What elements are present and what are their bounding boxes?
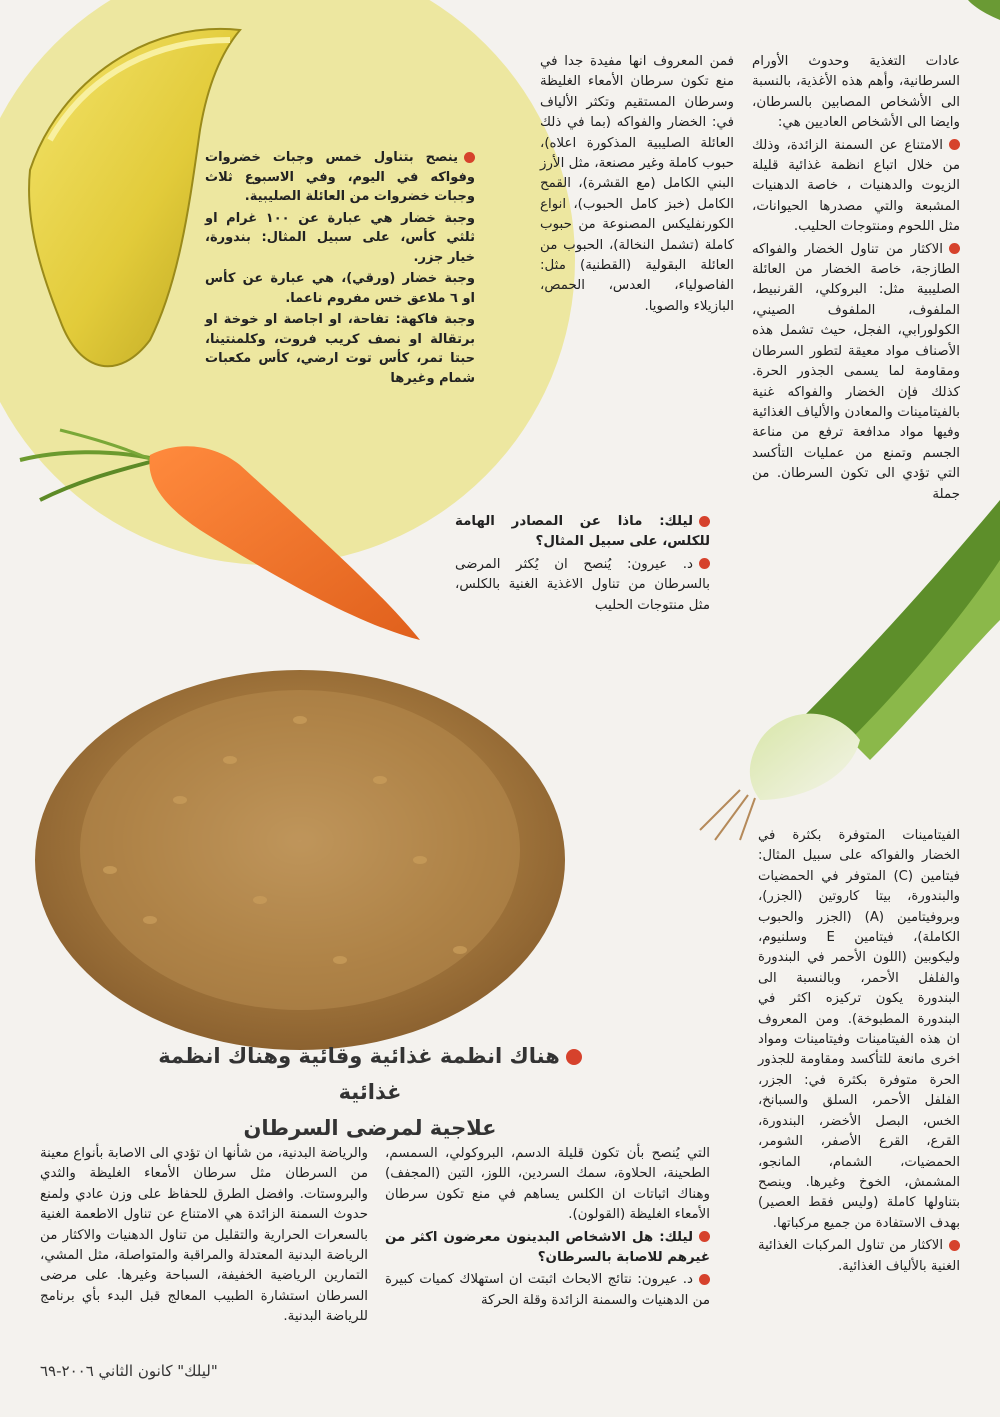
interview-answer: د. عيرون: نتائج الابحاث اثبتت ان استهلاك كميات كبيرة من الدهنيات والسمنة الزائدة وقلة الحركة [385, 1272, 710, 1308]
callout-line: ينصح بتناول خمس وجبات خضروات وفواكه في اليوم، وفي الاسبوع ثلاث وجبات خضروات من العائلة الصليبية. [205, 150, 475, 204]
bullet-dot-icon [699, 558, 710, 569]
bullet-dot-icon [699, 1274, 710, 1285]
column-right-top [752, 52, 960, 507]
interview-answer: د. عيرون: يُنصح ان يُكثر المرضى بالسرطان من تناول الاغذية الغنية بالكلس، مثل منتوجات الحليب [455, 556, 710, 613]
bullet-paragraph: الاكثار من تناول المركبات الغذائية الغنية بالألياف الغذائية. [758, 1238, 960, 1274]
callout-line: وجبة خضار هي عبارة عن ١٠٠ غرام او ثلثي كأس، على سبيل المثال: بندورة، خيار جزر. [205, 210, 475, 265]
intro-paragraph: عادات التغذية وحدوث الأورام السرطانية، وأهم هذه الأغذية، بالنسبة الى الأشخاص المصابين بالسرطان، وايضا الى الأشخاص العاديين هي: [752, 54, 960, 131]
callout-line: وجبة فاكهة: تفاحة، او اجاصة او خوخة او برتقالة او نصف كريب فروت، وكلمنتينا، حبتا تمر، كأس توت ارضي، كأس مكعبات شمام وغيرها [205, 312, 475, 386]
bullet-dot-icon [949, 139, 960, 150]
headline-line-2: علاجية لمرضى السرطان [243, 1116, 497, 1140]
body-paragraph: فمن المعروف انها مفيدة جدا في منع تكون سرطان الأمعاء الغليظة وسرطان المستقيم وتكثر الألياف في: الخضار والفواكه (بما في ذلك العائلة الصليبية المذكورة اعلاه)، حبوب كاملة وغير مصنعة، مثل الأرز البني الكامل (مع القشرة)، القمح الكامل (خبز كامل الحبوب)، انواع الكورنفليكس المصنوعة من حبوب كاملة (تشمل النخالة)، الحبوب من العائلة البقولية (القطنية) مثل: الفاصولياء، العدس، الحمص، البازيلاء والصويا. [540, 54, 734, 314]
column-middle-bottom [385, 1144, 710, 1313]
column-middle-top [540, 52, 734, 319]
callout-line: وجبة خضار (ورقي)، هي عبارة عن كأس او ٦ ملاعق خس مفروم ناعما. [205, 271, 475, 306]
interview-question: ليلك: هل الاشخاص البدينون معرضون اكثر من غيرهم للاصابة بالسرطان؟ [385, 1229, 710, 1266]
section-headline [130, 1038, 610, 1146]
bullet-paragraph: الامتناع عن السمنة الزائدة، وذلك من خلال اتباع انظمة غذائية قليلة الزيوت والدهنيات ، خاصة الدهنيات المشبعة والتي مصدرها الحيوانات، مثل اللحوم ومنتوجات الحليب. [752, 137, 960, 235]
bullet-dot-icon [464, 152, 475, 163]
bullet-dot-icon [699, 1231, 710, 1242]
body-paragraph: التي يُنصح بأن تكون قليلة الدسم، البروكولي، السمسم، الطحينة، الحلاوة، سمك السردين، اللوز، التين (المجفف) وهناك اثباتات ان الكلس يساهم في منع تكون سرطان الأمعاء الغليظة (القولون). [385, 1146, 710, 1223]
qa-block-top [455, 512, 710, 618]
nutrition-callout [205, 148, 475, 390]
bullet-dot-icon [699, 516, 710, 527]
headline-line-1: هناك انظمة غذائية وقائية وهناك انظمة غذائية [158, 1044, 560, 1104]
bullet-dot-icon [949, 243, 960, 254]
bullet-dot-icon [949, 1240, 960, 1251]
column-left-bottom [40, 1144, 368, 1330]
interview-question: ليلك: ماذا عن المصادر الهامة للكلس، على سبيل المثال؟ [455, 514, 710, 550]
page-footer: "ليلك" كانون الثاني ٢٠٠٦-٦٩ [40, 1362, 218, 1380]
leaf-corner [968, 0, 1000, 20]
bullet-paragraph: الاكثار من تناول الخضار والفواكه الطازجة، خاصة الخضار من العائلة الصليبية مثل: البروكلي، القرنبيط، الملفوف، الملفوف الصيني، الكولورابي، الفجل، حيث تشمل هذه الأصناف مواد معيقة لتطور السرطان ومقاومة لما يسمى الجذور الحرة. كذلك فإن الخضار والفواكه غنية بالفيتامينات والمعادن والألياف الغذائية وفيها مواد مدافعة ترفع من مناعة الجسم وتمنع من عمليات التأكسد التي تؤدي الى تكون السرطان. من جملة [752, 241, 960, 502]
body-paragraph: الفيتامينات المتوفرة بكثرة في الخضار والفواكه على سبيل المثال: فيتامين (C) المتوفر في الحمضيات والبندورة، بيتا كاروتين (الجزر)، وبروفيتامين (A) (الجزر والحبوب الكاملة)، فيتامين E وسلنيوم، وليكوبين (اللون الأحمر في البندورة والفلفل الأحمر، وبالنسبة الى البندورة يكون تركيزه اكثر في البندورة المطبوخة). ومن المعروف ان هذه الفيتامينات وفيتامينات ومواد اخرى مانعة للتأكسد ومقاومة للجذور الحرة متوفرة بكثرة في: الجزر، الفلفل الأحمر، السلق والسبانخ، الخس، البصل الأخضر، البندورة، القرع، القرع الأصفر، الشومر، الحمضيات، الشمام، المانجو، المشمش، الخوخ وغيرها. وينصح بتناولها كاملة (وليس فقط العصير) بهدف الاستفادة من جميع مركباتها. [758, 828, 960, 1231]
body-paragraph: والرياضة البدنية، من شأنها ان تؤدي الى الاصابة بأنواع معينة من السرطان مثل سرطان الأمعاء الغليظة والثدي والبروستات. وافضل الطرق للحفاظ على وزن عادي ولمنع حدوث السمنة الزائدة هي الامتناع عن تناول الاطعمة الغنية بالسعرات الحرارية والتقليل من تناول الدهنيات والاكثار من الرياضة البدنية المعتدلة والمراقبة والمتواصلة، مثل المشي، التمارين الرياضية الخفيفة، السباحة وغيرها. على مرضى السرطان استشارة الطبيب المعالج قبل البدء بأي برنامج للرياضة البدنية. [40, 1146, 368, 1325]
bullet-dot-icon [566, 1049, 582, 1065]
green-onion-image [700, 500, 1000, 840]
column-right-bottom [758, 826, 960, 1279]
